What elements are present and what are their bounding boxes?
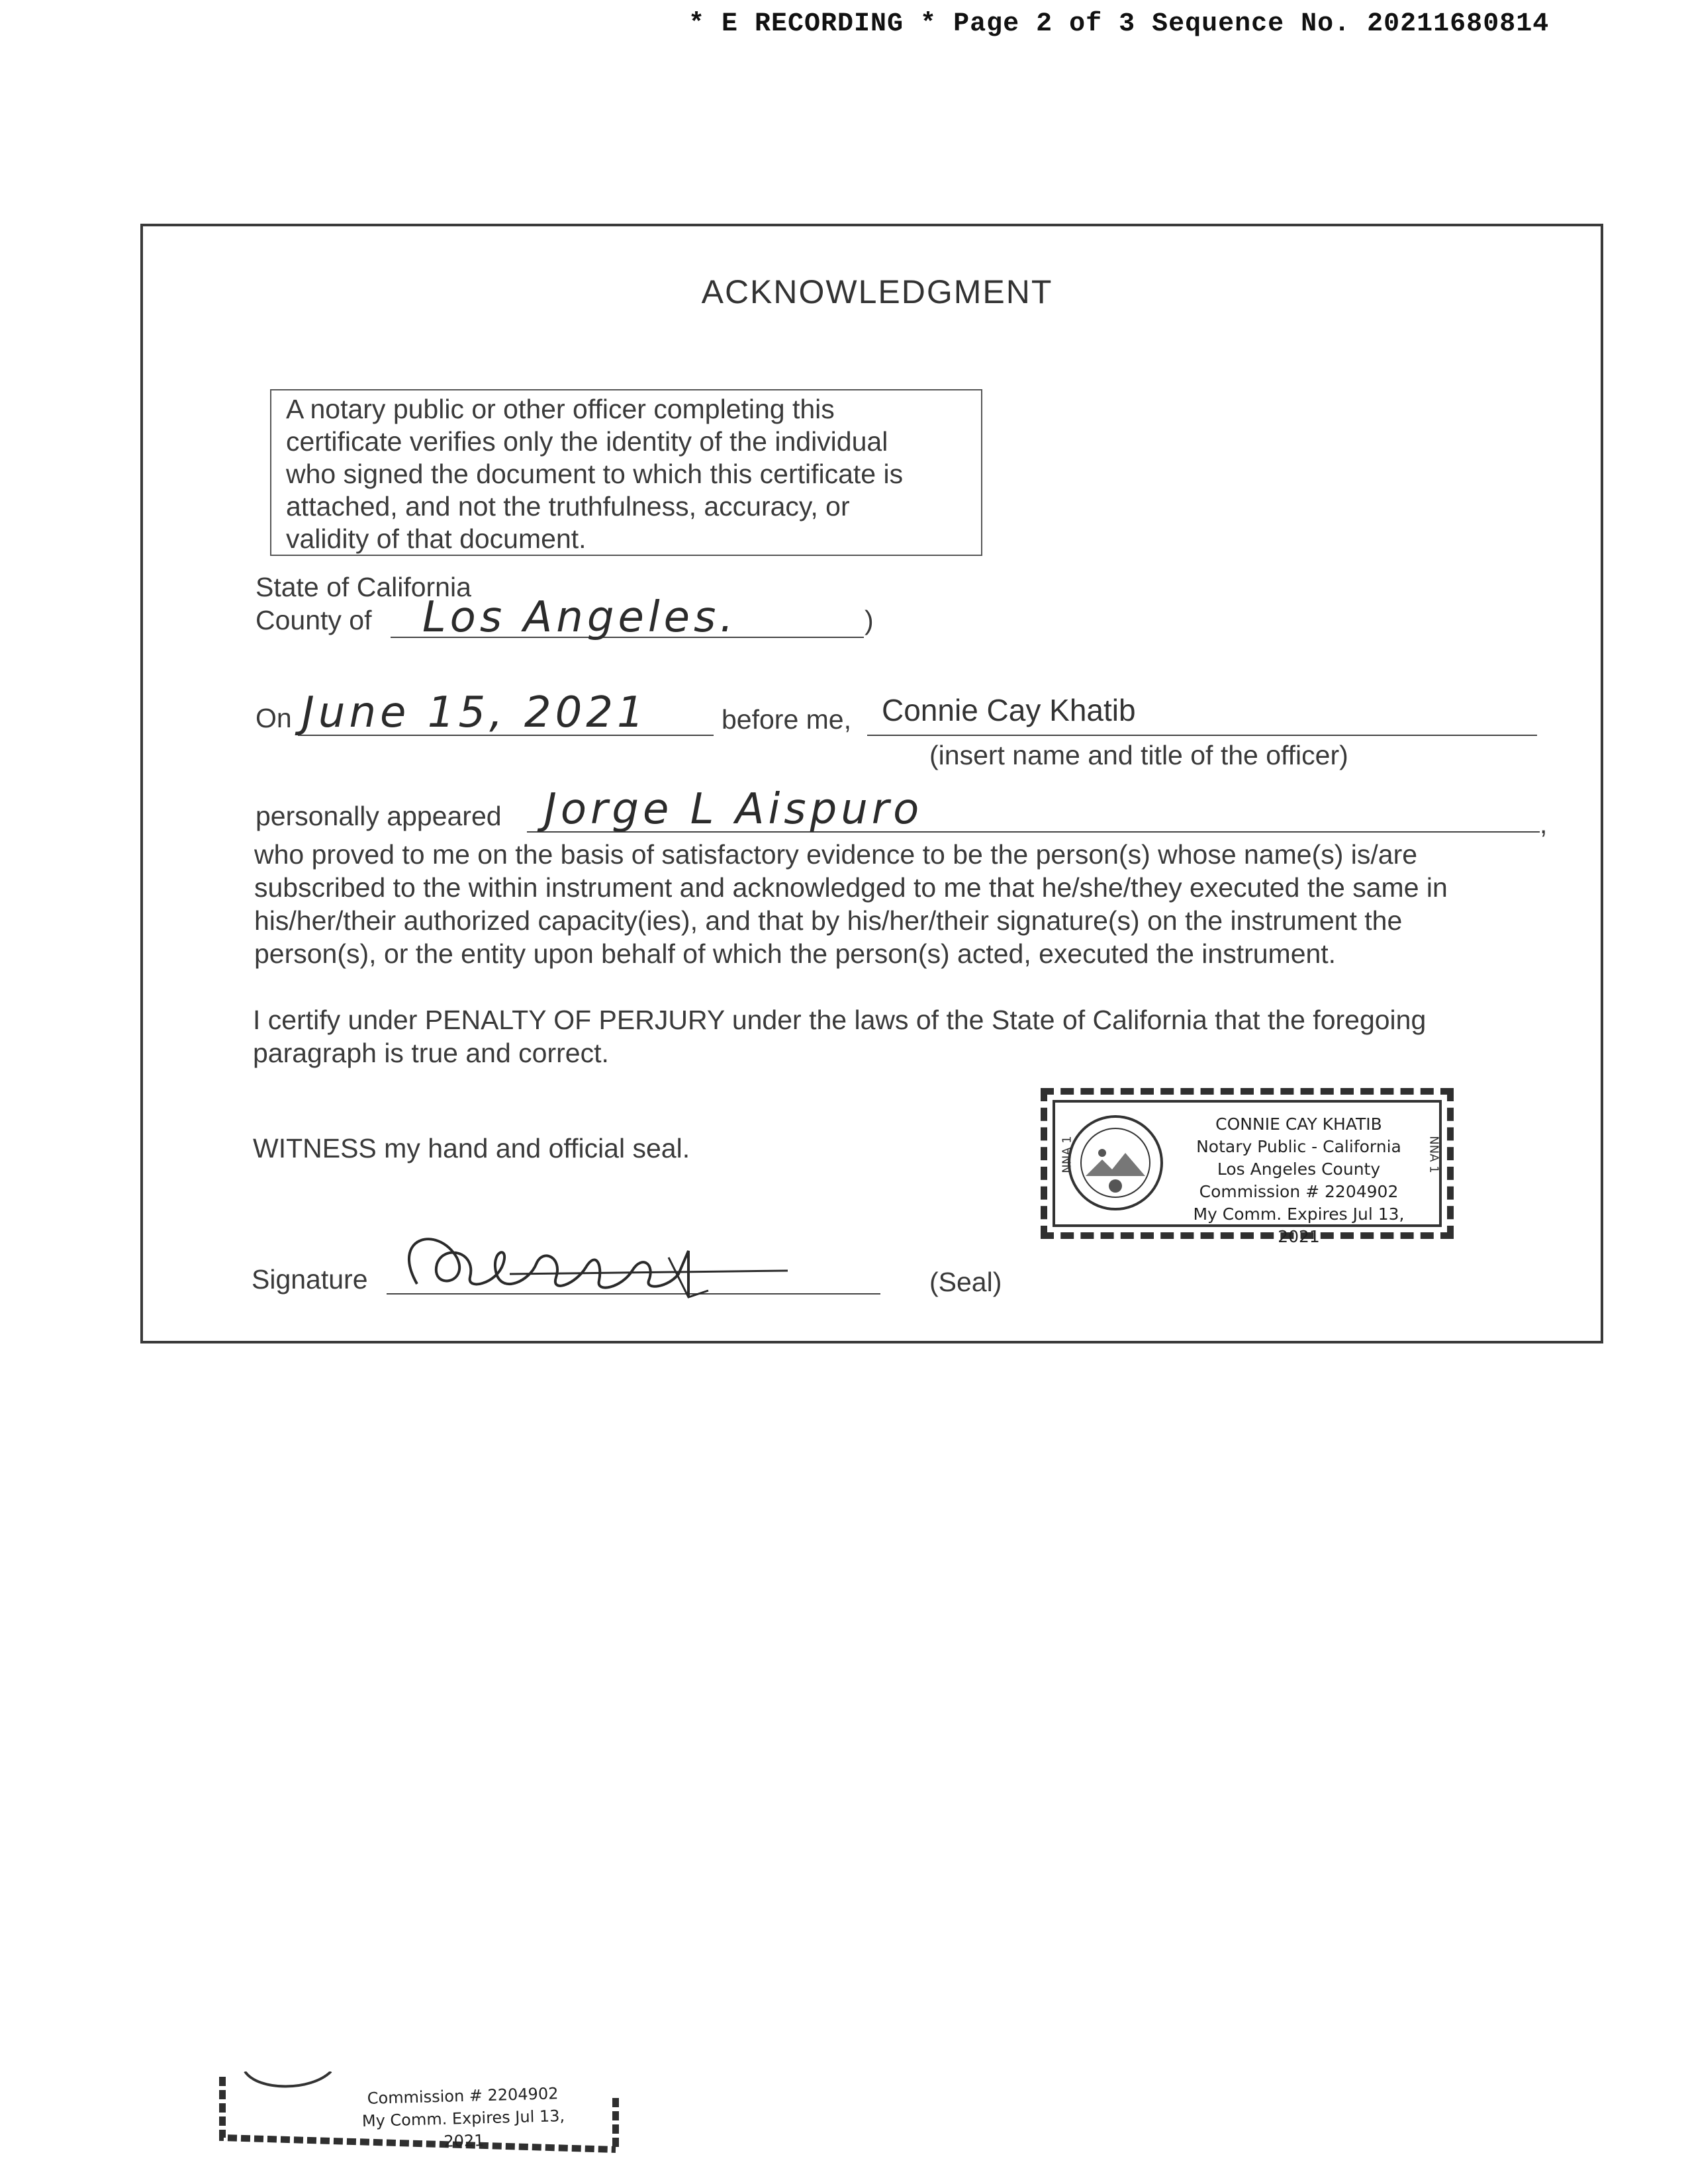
officer-hint: (insert name and title of the officer) <box>929 740 1348 770</box>
handwritten-signature <box>377 1211 801 1310</box>
proved-line: his/her/their authorized capacity(ies), and that by his/her/their signature(s) on the instrument the <box>254 905 1403 936</box>
certify-paragraph <box>253 1003 1426 1069</box>
county-close: ) <box>865 605 874 635</box>
stamp-fragment-text <box>357 2082 571 2155</box>
signature-label: Signature <box>252 1264 368 1295</box>
seal-line: My Comm. Expires Jul 13, 2021 <box>1193 1205 1405 1246</box>
appeared-label: personally appeared <box>256 801 502 831</box>
appeared-comma: , <box>1540 809 1548 839</box>
proved-line: person(s), or the entity upon behalf of which the person(s) acted, executed the instrument. <box>254 938 1336 969</box>
notice-line: A notary public or other officer completing this <box>286 394 835 424</box>
county-field[interactable]: Los Angeles. <box>422 593 737 642</box>
state-label: State of California <box>256 572 471 602</box>
appeared-name-field[interactable]: Jorge L Aispuro <box>544 785 923 834</box>
seal-side-left: NNA 1 <box>1060 1136 1074 1173</box>
county-label: County of <box>256 605 372 635</box>
officer-line <box>867 735 1537 736</box>
notary-seal-stamp <box>1041 1088 1454 1246</box>
proved-line: subscribed to the within instrument and acknowledged to me that he/she/they executed the same in <box>254 872 1448 903</box>
notice-line: validity of that document. <box>286 523 586 554</box>
proved-paragraph <box>254 838 1448 970</box>
officer-name-field[interactable]: Connie Cay Khatib <box>882 693 1136 727</box>
seal-line: Notary Public - California <box>1196 1137 1401 1156</box>
california-state-seal-icon <box>1066 1113 1165 1212</box>
stamp-fragment-line: Commission # 2204902 <box>367 2084 559 2108</box>
on-label: On <box>256 703 292 733</box>
seal-line: Commission # 2204902 <box>1199 1182 1399 1201</box>
seal-side-right: NNA 1 <box>1427 1136 1441 1173</box>
date-field[interactable]: June 15, 2021 <box>302 688 648 737</box>
seal-line: Los Angeles County <box>1217 1160 1381 1179</box>
seal-label: (Seal) <box>929 1267 1002 1297</box>
seal-text <box>1180 1113 1418 1248</box>
notice-box <box>270 389 982 556</box>
seal-line: CONNIE CAY KHATIB <box>1215 1115 1382 1134</box>
page-title: ACKNOWLEDGMENT <box>701 273 1053 310</box>
certify-line: I certify under PENALTY OF PERJURY under the laws of the State of California that the foregoing <box>253 1005 1427 1035</box>
notice-line: who signed the document to which this certificate is <box>286 459 904 489</box>
witness-text: WITNESS my hand and official seal. <box>253 1133 690 1163</box>
stamp-fragment-line: My Comm. Expires Jul 13, 2021 <box>361 2106 565 2151</box>
proved-line: who proved to me on the basis of satisfactory evidence to be the person(s) whose name(s) is/are <box>254 839 1418 870</box>
notice-line: attached, and not the truthfulness, accuracy, or <box>286 491 850 522</box>
stamp-fragment <box>218 2071 629 2164</box>
before-me-label: before me, <box>722 704 851 735</box>
certify-line: paragraph is true and correct. <box>253 1038 609 1068</box>
recording-header: * E RECORDING * Page 2 of 3 Sequence No. 20211680814 <box>688 9 1550 39</box>
notice-line: certificate verifies only the identity of the individual <box>286 426 888 457</box>
